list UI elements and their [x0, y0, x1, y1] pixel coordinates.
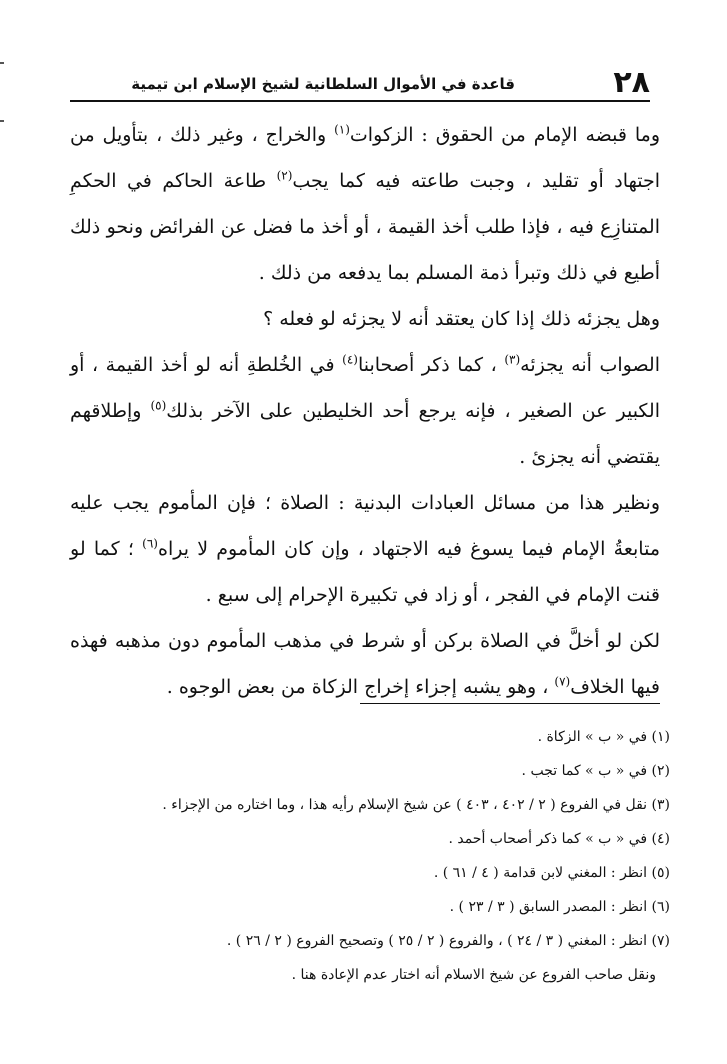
- footnote-1: (١) في « ب » الزكاة .: [537, 729, 670, 745]
- footnote-ref-3: (٣): [504, 352, 521, 367]
- scan-margin-mark: [0, 120, 4, 122]
- paragraph-1: وما قبضه الإمام من الحقوق : الزكوات$^{(١)}$ والخراج ، وغير ذلك ، بتأويل من اجتهاد أو تقليد ، وجبت طاعته فيه كما يجب$^{(٢)}$ طاعة الحاكم في الحكمِ المتنازِع فيه ، فإذا طلب أخذ القيمة ، أو أخذ ما فضل عن الفرائض ونحو ذلك أطيع في ذلك وتبرأ ذمة المسلم بما يدفعه من ذلك .: [70, 122, 660, 284]
- page-header: [70, 66, 650, 100]
- footnote-4: (٤) في « ب » كما ذكر أصحاب أحمد .: [448, 831, 670, 847]
- scan-margin-mark: [0, 62, 4, 64]
- running-title: قاعدة في الأموال السلطانية لشيخ الإسلام ابن تيمية: [131, 75, 515, 93]
- footnote-ref-4: (٤): [342, 352, 358, 367]
- paragraph-5: لكن لو أخلَّ في الصلاة بركن أو شرط في مذهب المأموم دون مذهبه فهذه فيها الخلاف$^{(٧)}$ ، وهو يشبه إجزاء إخراج الزكاة من بعض الوجوه .: [70, 630, 661, 698]
- paragraph-3: الصواب أنه يجزئه$^{(٣)}$ ، كما ذكر أصحابنا$^{(٤)}$ في الخُلطةِ أنه لو أخذ القيمة ، أو الكبير عن الصغير ، فإنه يرجع أحد الخليطين على الآخر بذلك$^{(٥)}$ وإطلاقهم يقتضي أنه يجزئ .: [70, 352, 660, 468]
- footnote-6: (٦) انظر : المصدر السابق ( ٣ / ٢٣ ) .: [449, 899, 670, 915]
- footnote-ref-6: (٦): [142, 536, 158, 551]
- footnote-2: (٢) في « ب » كما تجب .: [521, 763, 670, 779]
- footnote-ref-5: (٥): [150, 398, 167, 413]
- footnote-ref-1: (١): [334, 122, 350, 137]
- header-rule: [70, 100, 650, 102]
- footnote-ref-7: (٧): [554, 674, 571, 689]
- footnote-5: (٥) انظر : المغني لابن قدامة ( ٤ / ٦١ ) .: [433, 865, 670, 881]
- body-text: [70, 112, 660, 710]
- paragraph-2: وهل يجزئه ذلك إذا كان يعتقد أنه لا يجزئه لو فعله ؟: [263, 308, 660, 330]
- paragraph-4: ونظير هذا من مسائل العبادات البدنية : الصلاة ؛ فإن المأموم يجب عليه متابعةُ الإمام فيما يسوغ فيه الاجتهاد ، وإن كان المأموم لا يراه$^{(٦)}$ ؛ كما لو قنت الإمام في الفجر ، أو زاد في تكبيرة الإحرام إلى سبع .: [70, 492, 661, 606]
- page-number: ٢٨: [613, 65, 650, 100]
- footnote-7-continuation: ونقل صاحب الفروع عن شيخ الاسلام أنه اختار عدم الإعادة هنا .: [291, 967, 656, 983]
- footnote-3: (٣) نقل في الفروع ( ٢ / ٤٠٢ ، ٤٠٣ ) عن شيخ الإسلام رأيه هذا ، وما اختاره من الإجزاء .: [162, 797, 670, 813]
- footnotes: [70, 720, 670, 992]
- footnote-rule: [360, 703, 660, 704]
- footnote-ref-2: (٢): [276, 168, 293, 183]
- footnote-7: (٧) انظر : المغني ( ٣ / ٢٤ ) ، والفروع ( ٢ / ٢٥ ) وتصحيح الفروع ( ٢ / ٢٦ ) .: [226, 933, 670, 949]
